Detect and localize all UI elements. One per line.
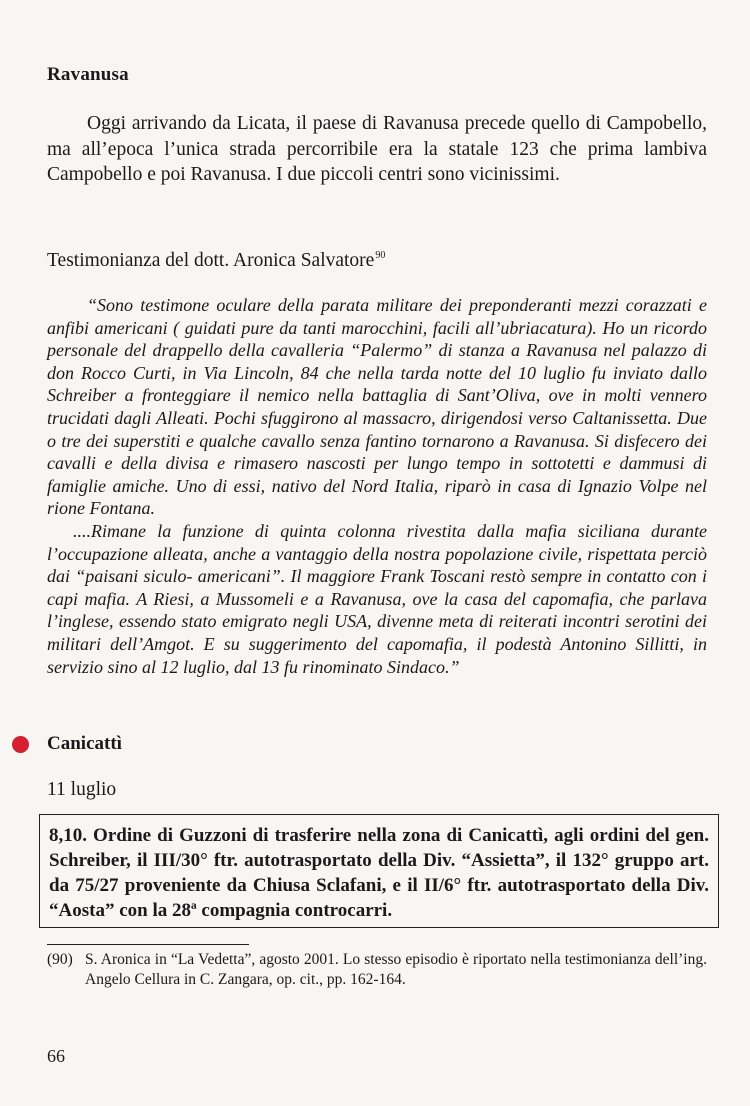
testimony-heading-text: Testimonianza del dott. Aronica Salvatore xyxy=(47,250,375,271)
quote-paragraph-2: ....Rimane la funzione di quinta colonna rivestita dalla mafia siciliana durante l’occupazione alleata, anche a vantaggio della nostra popolazione civile, rispettata perciò dai “paisani siculo- americani”. Il maggiore Frank Toscani restò sempre in contatto con i capi mafia. A Riesi, a Mussomeli e a Ravanusa, ove la casa del capomafia, che parlava l’inglese, essendo stato emigrato negli USA, divenne meta di reiterati incontri serotini dei militari dell’Amgot. E su suggerimento del capomafia, il podestà Antonino Sillitti, in servizio sino al 12 luglio, dal 13 fu rinominato Sindaco.” xyxy=(47,520,707,677)
footnote-text: S. Aronica in “La Vedetta”, agosto 2001. Lo stesso episodio è riportato nella testimonianza dell’ing. Angelo Cellura in C. Zangara, op. cit., pp. 162-164. xyxy=(85,951,707,988)
section-heading-canicatti: Canicattì xyxy=(47,733,122,754)
quote-paragraph-1: “Sono testimone oculare della parata militare dei preponderanti mezzi corazzati e anfibi americani ( guidati pure da tanti marocchini, facili all’ubriacatura). Ho un ricordo personale del drappello della cavalleria “Palermo” di stanza a Ravanusa nel palazzo di don Rocco Curti, in Via Lincoln, 84 che nella tarda notte del 10 luglio fu inviato dallo Schreiber a fronteggiare il nemico nella battaglia di Sant’Oliva, ove in molti vennero trucidati dagli Alleati. Pochi sfuggirono al massacro, dirigendosi verso Caltanissetta. Due o tre dei superstiti e qualche cavallo senza fantino tornarono a Ravanusa. Si disfecero dei cavalli e della divisa e rimasero nascosti per lungo tempo in sottotetti e dammusi di famiglie amiche. Uno di essi, nativo del Nord Italia, riparò in casa di Ignazio Volpe nel rione Fontana. xyxy=(47,295,707,519)
footnote-divider xyxy=(47,944,249,945)
testimony-quote xyxy=(47,294,707,678)
testimony-heading xyxy=(47,250,385,272)
footnote-reference: 90 xyxy=(375,250,386,261)
order-box: 8,10. Ordine di Guzzoni di trasferire nella zona di Canicattì, agli ordini del gen. Schreiber, il III/30° ftr. autotrasportato della Div. “Assietta”, il 132° gruppo art. da 75/27 proveniente da Chiusa Sclafani, e il II/6° ftr. autotrasportato della Div. “Aosta” con la 28ª compagnia controcarri. xyxy=(39,814,719,928)
section-heading-ravanusa: Ravanusa xyxy=(47,64,129,85)
footnote-number: (90) xyxy=(47,951,73,968)
section-bullet-icon xyxy=(12,736,29,753)
date-line: 11 luglio xyxy=(47,779,117,800)
page-number: 66 xyxy=(47,1046,65,1066)
intro-paragraph: Oggi arrivando da Licata, il paese di Ravanusa precede quello di Campobello, ma all’epoca l’unica strada percorribile era la statale 123 che prima lambiva Campobello e poi Ravanusa. I due piccoli centri sono vicinissimi. xyxy=(47,113,707,185)
footnote xyxy=(47,950,707,990)
